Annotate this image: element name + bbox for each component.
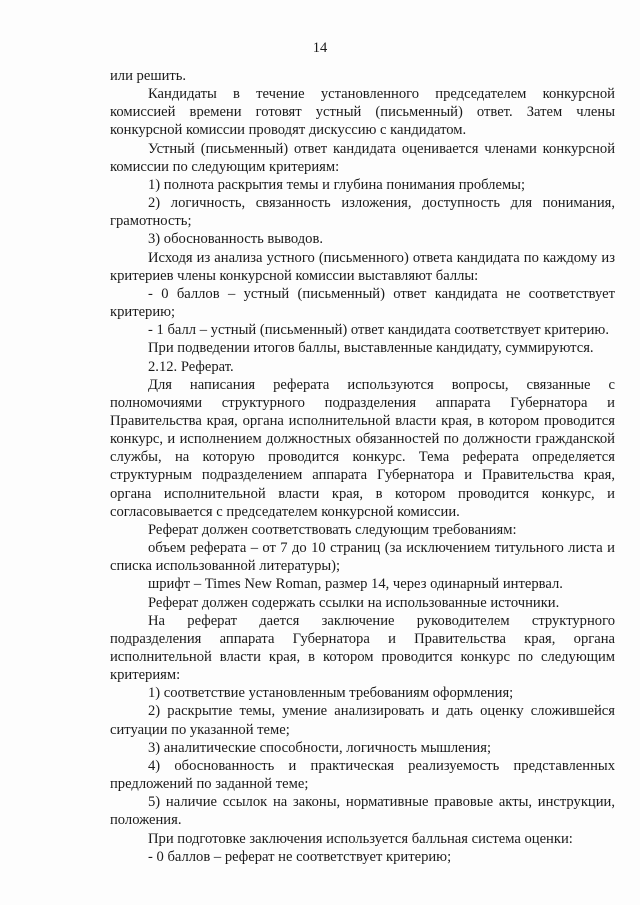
page-number: 14 (312, 40, 328, 56)
paragraph: Устный (письменный) ответ кандидата оценивается членами конкурсной комиссии по следующим критериям: (110, 140, 615, 175)
list-item: 1) полнота раскрытия темы и глубина понимания проблемы; (148, 176, 526, 193)
paragraph: На реферат дается заключение руководителем структурного подразделения аппарата Губернатора и Правительства края, органа исполнительной власти края, в котором проводится конкурс по следующим критериям: (110, 612, 615, 684)
list-item: 3) аналитические способности, логичность мышления; (148, 739, 492, 756)
paragraph: Исходя из анализа устного (письменного) ответа кандидата по каждому из критериев члены конкурсной комиссии выставляют баллы: (110, 249, 615, 284)
list-item: 1) соответствие установленным требованиям оформления; (148, 685, 514, 702)
section-heading: 2.12. Реферат. (148, 358, 234, 375)
paragraph: Реферат должен содержать ссылки на использованные источники. (148, 594, 560, 611)
paragraph: шрифт – Times New Roman, размер 14, через одинарный интервал. (148, 576, 563, 593)
list-item: 2) логичность, связанность изложения, доступность для понимания, грамотность; (110, 195, 615, 230)
list-item: 3) обоснованность выводов. (148, 231, 324, 248)
paragraph: объем реферата – от 7 до 10 страниц (за исключением титульного листа и списка использованной литературы); (110, 540, 615, 575)
list-item: 5) наличие ссылок на законы, нормативные правовые акты, инструкции, положения. (110, 794, 615, 829)
paragraph: Кандидаты в течение установленного председателем конкурсной комиссией времени готовят устный (письменный) ответ. Затем члены конкурсной комиссии проводят дискуссию с кандидатом. (110, 86, 615, 139)
list-item: 2) раскрытие темы, умение анализировать и дать оценку сложившейся ситуации по указанной теме; (110, 703, 615, 738)
list-item: - 0 баллов – устный (письменный) ответ кандидата не соответствует критерию; (110, 285, 615, 321)
paragraph: При подведении итогов баллы, выставленные кандидату, суммируются. (148, 340, 594, 357)
paragraph: При подготовке заключения используется балльная система оценки: (148, 830, 573, 847)
list-item: - 0 баллов – реферат не соответствует критерию; (148, 848, 452, 865)
paragraph: Для написания реферата используются вопросы, связанные с полномочиями структурного подразделения аппарата Губернатора и Правительства края, органа исполнительной власти края, в котором проводится конкурс, и исполнением должностных обязанностей по должности гражданской службы, на которую проводится конкурс. Тема реферата определяется структурным подразделением аппарата Губернатора и Правительства края, органа исполнительной власти края, в котором проводится конкурс, и согласовывается с председателем конкурсной комиссии. (110, 376, 615, 520)
document-body (110, 67, 615, 866)
paragraph: Реферат должен соответствовать следующим требованиям: (148, 521, 517, 538)
paragraph: или решить. (110, 68, 187, 84)
list-item: - 1 балл – устный (письменный) ответ кандидата соответствует критерию. (148, 322, 609, 339)
list-item: 4) обоснованность и практическая реализуемость представленных предложений по заданной теме; (110, 757, 615, 793)
